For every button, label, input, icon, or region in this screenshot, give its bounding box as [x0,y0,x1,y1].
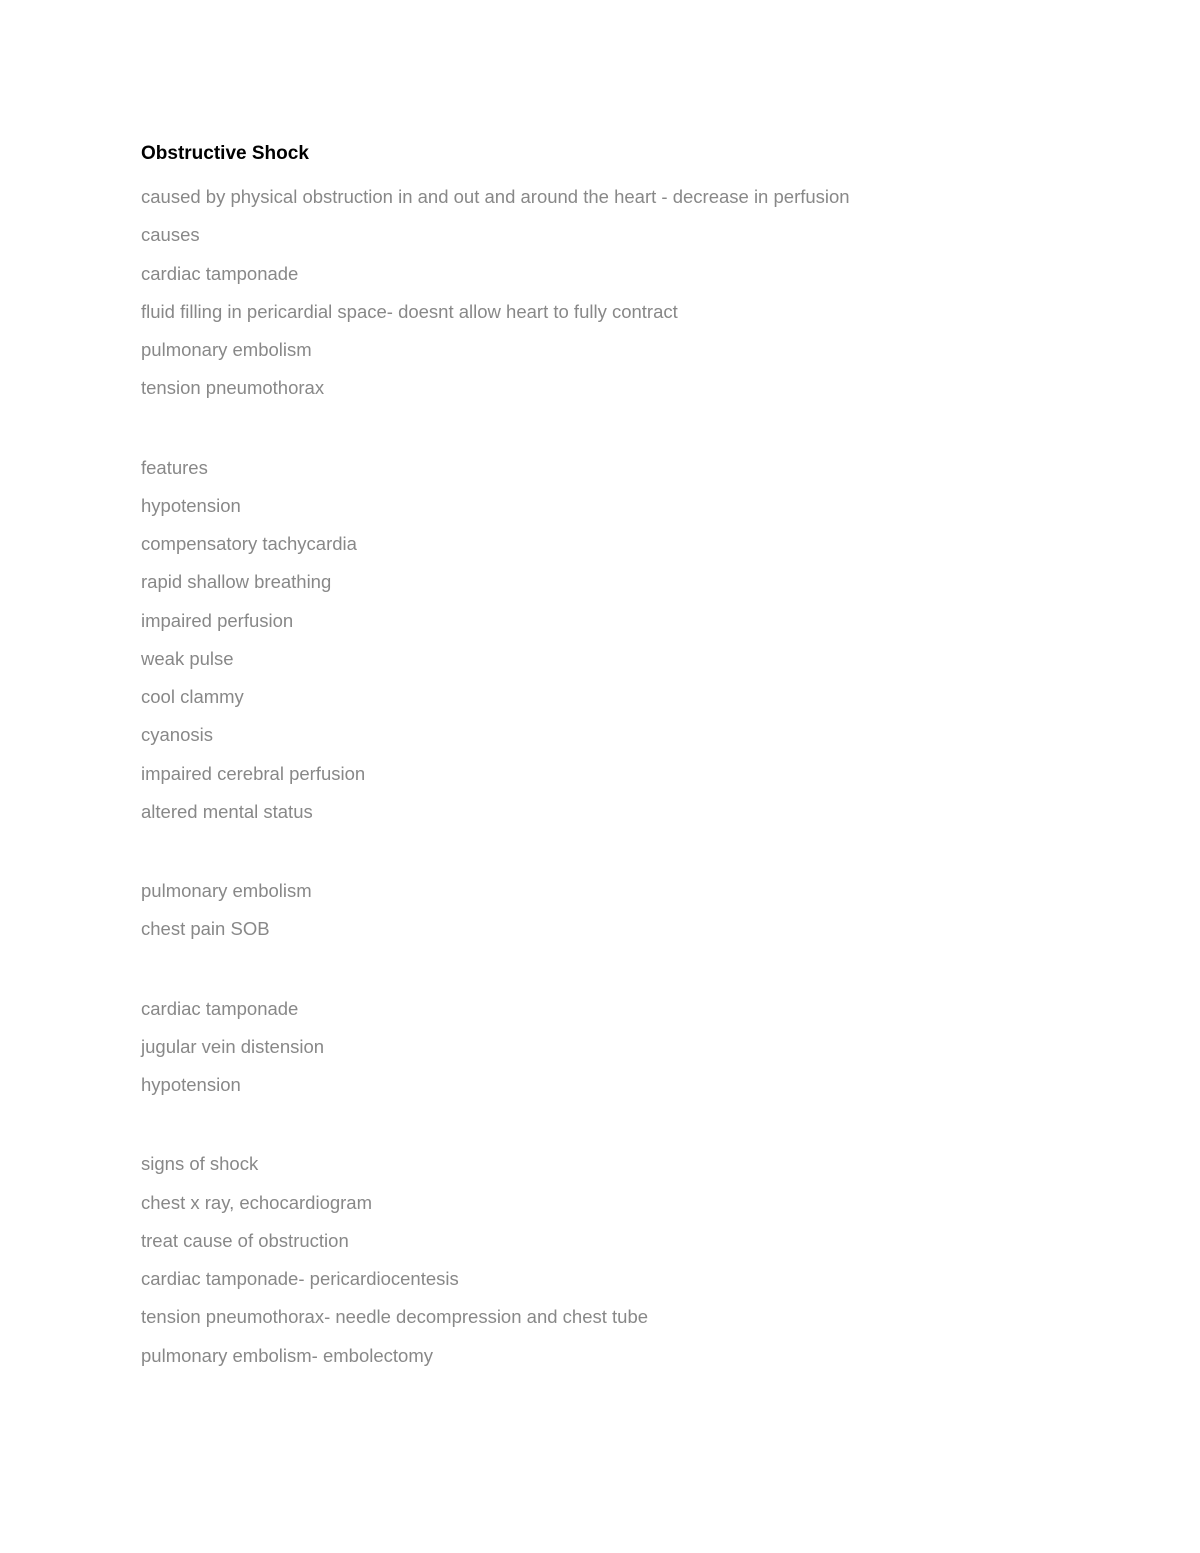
text-line: impaired cerebral perfusion [141,762,366,784]
text-line: tension pneumothorax- needle decompression and chest tube [141,1306,649,1328]
text-line: fluid filling in pericardial space- doesnt allow heart to fully contract [141,300,678,322]
text-line: causes [141,224,200,246]
text-line: cardiac tamponade- pericardiocentesis [141,1268,459,1289]
text-line: tension pneumothorax [141,377,325,399]
text-line: cool clammy [141,686,244,707]
document-lines [141,178,1101,1375]
text-line: treat cause of obstruction [141,1229,349,1251]
text-line: cardiac tamponade [141,262,299,284]
text-line: hypotension [141,494,241,516]
text-line: pulmonary embolism [141,339,312,360]
text-line: chest x ray, echocardiogram [141,1191,373,1213]
text-line: altered mental status [141,800,313,822]
text-line: jugular vein distension [141,1035,325,1057]
text-line: features [141,456,208,478]
blank-line [141,949,1101,990]
blank-line [141,408,1101,449]
text-line: caused by physical obstruction in and out and around the heart - decrease in perfusion [141,186,850,207]
document-title: Obstructive Shock [141,143,309,164]
document-content [141,140,1101,1375]
blank-line [141,1104,1101,1145]
blank-line [141,831,1101,872]
text-line: weak pulse [141,647,234,669]
text-line: impaired perfusion [141,609,294,631]
text-line: hypotension [141,1074,241,1095]
text-line: compensatory tachycardia [141,533,357,554]
text-line: cyanosis [141,724,213,746]
text-line: pulmonary embolism- embolectomy [141,1344,433,1366]
text-line: rapid shallow breathing [141,571,332,593]
text-line: chest pain SOB [141,918,270,940]
text-line: pulmonary embolism [141,880,312,901]
text-line: cardiac tamponade [141,997,299,1019]
text-line: signs of shock [141,1153,259,1175]
